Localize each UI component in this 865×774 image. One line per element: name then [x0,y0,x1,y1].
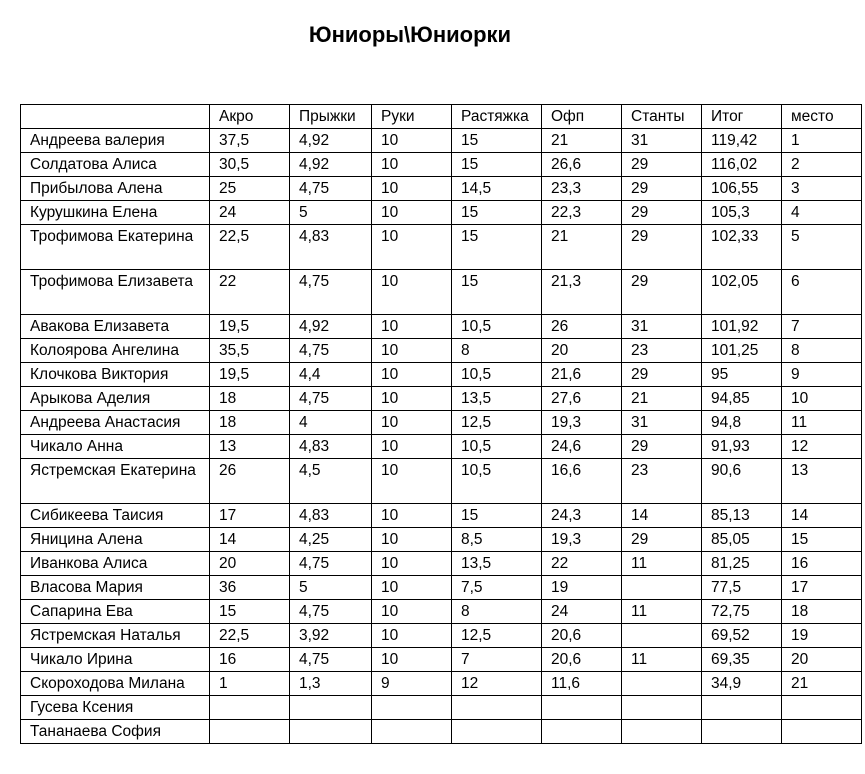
cell-jumps: 4,4 [290,363,372,387]
table-row [21,153,862,177]
cell-name: Чикало Анна [21,435,210,459]
cell-arms [372,696,452,720]
cell-akro: 22,5 [210,225,290,270]
cell-total [702,696,782,720]
cell-stretch: 8 [452,600,542,624]
cell-ofp: 20,6 [542,624,622,648]
column-header-ofp: Офп [542,105,622,129]
column-header-stretch: Растяжка [452,105,542,129]
cell-stretch: 13,5 [452,387,542,411]
cell-place: 13 [782,459,862,504]
cell-stunts: 31 [622,129,702,153]
cell-jumps: 4,83 [290,435,372,459]
cell-name: Яницина Алена [21,528,210,552]
cell-ofp [542,696,622,720]
cell-stunts: 29 [622,435,702,459]
table-row [21,339,862,363]
cell-stretch: 8 [452,339,542,363]
cell-total: 95 [702,363,782,387]
cell-ofp: 26,6 [542,153,622,177]
cell-stretch: 12,5 [452,624,542,648]
cell-stretch: 13,5 [452,552,542,576]
cell-ofp: 24,6 [542,435,622,459]
cell-ofp: 21,3 [542,270,622,315]
cell-akro: 18 [210,387,290,411]
cell-place [782,720,862,744]
cell-stretch: 14,5 [452,177,542,201]
cell-akro: 19,5 [210,315,290,339]
cell-arms: 10 [372,387,452,411]
cell-arms: 10 [372,624,452,648]
cell-akro: 36 [210,576,290,600]
cell-name: Чикало Ирина [21,648,210,672]
cell-arms: 10 [372,600,452,624]
cell-stretch: 7,5 [452,576,542,600]
cell-jumps: 4,25 [290,528,372,552]
cell-stretch: 10,5 [452,315,542,339]
cell-name: Ястремская Наталья [21,624,210,648]
cell-stunts: 23 [622,459,702,504]
cell-arms: 10 [372,552,452,576]
cell-akro: 19,5 [210,363,290,387]
cell-name: Ястремская Екатерина [21,459,210,504]
table-header-row [21,105,862,129]
cell-stunts: 11 [622,648,702,672]
cell-total: 102,33 [702,225,782,270]
cell-stretch: 10,5 [452,459,542,504]
cell-total: 81,25 [702,552,782,576]
cell-ofp: 22,3 [542,201,622,225]
cell-stunts [622,672,702,696]
cell-jumps: 5 [290,201,372,225]
cell-akro: 22,5 [210,624,290,648]
cell-place: 12 [782,435,862,459]
cell-place: 20 [782,648,862,672]
cell-stretch: 12,5 [452,411,542,435]
cell-akro: 26 [210,459,290,504]
cell-arms: 10 [372,504,452,528]
cell-jumps: 4,75 [290,648,372,672]
cell-total: 116,02 [702,153,782,177]
cell-name: Авакова Елизавета [21,315,210,339]
cell-jumps: 4,92 [290,129,372,153]
table-row [21,315,862,339]
cell-akro: 37,5 [210,129,290,153]
table-row [21,696,862,720]
table-row [21,177,862,201]
cell-ofp: 19,3 [542,411,622,435]
cell-place: 10 [782,387,862,411]
cell-stretch [452,720,542,744]
table-row [21,270,862,315]
cell-name: Клочкова Виктория [21,363,210,387]
cell-place: 19 [782,624,862,648]
cell-jumps: 4,5 [290,459,372,504]
cell-arms: 10 [372,201,452,225]
cell-name: Колоярова Ангелина [21,339,210,363]
cell-total: 106,55 [702,177,782,201]
cell-stunts: 21 [622,387,702,411]
cell-akro: 17 [210,504,290,528]
column-header-akro: Акро [210,105,290,129]
cell-arms: 10 [372,528,452,552]
cell-arms: 10 [372,225,452,270]
cell-place: 6 [782,270,862,315]
cell-ofp: 11,6 [542,672,622,696]
cell-arms: 9 [372,672,452,696]
cell-ofp: 24,3 [542,504,622,528]
cell-jumps [290,720,372,744]
column-header-jumps: Прыжки [290,105,372,129]
cell-stunts: 29 [622,177,702,201]
cell-total: 101,25 [702,339,782,363]
cell-total: 34,9 [702,672,782,696]
cell-total: 77,5 [702,576,782,600]
cell-ofp: 23,3 [542,177,622,201]
table-row [21,648,862,672]
cell-total: 102,05 [702,270,782,315]
cell-total: 85,05 [702,528,782,552]
cell-stunts: 14 [622,504,702,528]
cell-akro: 25 [210,177,290,201]
cell-ofp: 27,6 [542,387,622,411]
cell-jumps: 1,3 [290,672,372,696]
column-header-name [21,105,210,129]
cell-jumps: 4,75 [290,600,372,624]
cell-stunts: 29 [622,153,702,177]
cell-name: Власова Мария [21,576,210,600]
cell-ofp: 19 [542,576,622,600]
cell-name: Скороходова Милана [21,672,210,696]
cell-stretch: 7 [452,648,542,672]
cell-name: Сапарина Ева [21,600,210,624]
cell-jumps: 4,75 [290,177,372,201]
table-row [21,504,862,528]
cell-place: 7 [782,315,862,339]
cell-akro [210,720,290,744]
cell-place: 21 [782,672,862,696]
cell-arms: 10 [372,270,452,315]
table-row [21,129,862,153]
cell-stunts: 29 [622,363,702,387]
cell-ofp: 22 [542,552,622,576]
cell-jumps [290,696,372,720]
cell-total [702,720,782,744]
cell-jumps: 5 [290,576,372,600]
cell-arms: 10 [372,129,452,153]
cell-place: 1 [782,129,862,153]
cell-stunts: 29 [622,528,702,552]
cell-total: 94,85 [702,387,782,411]
cell-name: Курушкина Елена [21,201,210,225]
cell-akro: 22 [210,270,290,315]
cell-jumps: 4,92 [290,315,372,339]
cell-akro: 18 [210,411,290,435]
cell-stretch: 8,5 [452,528,542,552]
cell-name: Сибикеева Таисия [21,504,210,528]
cell-place: 4 [782,201,862,225]
cell-jumps: 4,75 [290,270,372,315]
cell-stunts [622,624,702,648]
column-header-place: место [782,105,862,129]
cell-jumps: 4,83 [290,225,372,270]
cell-stretch: 15 [452,225,542,270]
cell-name: Гусева Ксения [21,696,210,720]
cell-place: 15 [782,528,862,552]
cell-stunts: 29 [622,201,702,225]
cell-total: 69,35 [702,648,782,672]
table-row [21,528,862,552]
cell-arms: 10 [372,177,452,201]
cell-ofp: 19,3 [542,528,622,552]
cell-name: Андреева Анастасия [21,411,210,435]
cell-name: Иванкова Алиса [21,552,210,576]
results-table [20,104,862,744]
cell-total: 119,42 [702,129,782,153]
table-row [21,624,862,648]
cell-stunts: 29 [622,225,702,270]
cell-ofp: 16,6 [542,459,622,504]
column-header-arms: Руки [372,105,452,129]
cell-ofp: 20,6 [542,648,622,672]
cell-arms: 10 [372,339,452,363]
cell-place: 8 [782,339,862,363]
table-body [21,105,862,744]
cell-place: 17 [782,576,862,600]
cell-jumps: 4,75 [290,339,372,363]
cell-total: 101,92 [702,315,782,339]
cell-akro: 13 [210,435,290,459]
cell-stunts [622,696,702,720]
cell-place: 5 [782,225,862,270]
cell-arms: 10 [372,315,452,339]
cell-name: Трофимова Елизавета [21,270,210,315]
cell-place: 2 [782,153,862,177]
cell-name: Арыкова Аделия [21,387,210,411]
cell-stretch: 10,5 [452,363,542,387]
cell-stretch: 15 [452,504,542,528]
cell-ofp: 21 [542,129,622,153]
cell-stretch: 10,5 [452,435,542,459]
cell-stretch [452,696,542,720]
cell-stretch: 15 [452,201,542,225]
cell-name: Прибылова Алена [21,177,210,201]
cell-ofp: 21 [542,225,622,270]
cell-akro: 20 [210,552,290,576]
table-row [21,411,862,435]
cell-place: 9 [782,363,862,387]
table-row [21,720,862,744]
cell-ofp: 26 [542,315,622,339]
cell-ofp: 24 [542,600,622,624]
cell-arms: 10 [372,363,452,387]
cell-total: 72,75 [702,600,782,624]
cell-akro: 15 [210,600,290,624]
cell-place: 14 [782,504,862,528]
cell-name: Трофимова Екатерина [21,225,210,270]
cell-name: Андреева валерия [21,129,210,153]
cell-arms: 10 [372,459,452,504]
table-row [21,387,862,411]
cell-ofp: 21,6 [542,363,622,387]
cell-arms: 10 [372,411,452,435]
cell-arms: 10 [372,435,452,459]
cell-arms: 10 [372,153,452,177]
cell-stunts [622,720,702,744]
page-title: Юниоры\Юниорки [308,22,512,47]
cell-total: 69,52 [702,624,782,648]
cell-arms: 10 [372,648,452,672]
cell-place: 16 [782,552,862,576]
cell-total: 85,13 [702,504,782,528]
cell-stretch: 15 [452,270,542,315]
cell-total: 94,8 [702,411,782,435]
cell-total: 91,93 [702,435,782,459]
cell-akro: 16 [210,648,290,672]
cell-stunts: 11 [622,552,702,576]
cell-akro [210,696,290,720]
cell-akro: 14 [210,528,290,552]
table-row [21,201,862,225]
table-row [21,576,862,600]
cell-arms: 10 [372,576,452,600]
cell-stunts: 31 [622,315,702,339]
cell-place [782,696,862,720]
cell-jumps: 4,92 [290,153,372,177]
cell-jumps: 3,92 [290,624,372,648]
cell-arms [372,720,452,744]
table-row [21,363,862,387]
cell-akro: 1 [210,672,290,696]
table-row [21,225,862,270]
cell-total: 105,3 [702,201,782,225]
cell-stretch: 15 [452,129,542,153]
cell-ofp: 20 [542,339,622,363]
cell-akro: 24 [210,201,290,225]
cell-name: Тананаева София [21,720,210,744]
cell-stunts: 29 [622,270,702,315]
cell-jumps: 4 [290,411,372,435]
cell-total: 90,6 [702,459,782,504]
cell-akro: 35,5 [210,339,290,363]
column-header-total: Итог [702,105,782,129]
cell-akro: 30,5 [210,153,290,177]
cell-stunts [622,576,702,600]
cell-jumps: 4,75 [290,552,372,576]
cell-name: Солдатова Алиса [21,153,210,177]
cell-stretch: 12 [452,672,542,696]
cell-stunts: 11 [622,600,702,624]
table-row [21,600,862,624]
table-row [21,672,862,696]
cell-place: 3 [782,177,862,201]
cell-place: 18 [782,600,862,624]
cell-jumps: 4,83 [290,504,372,528]
cell-stunts: 23 [622,339,702,363]
cell-place: 11 [782,411,862,435]
cell-jumps: 4,75 [290,387,372,411]
table-row [21,435,862,459]
table-row [21,552,862,576]
table-row [21,459,862,504]
cell-ofp [542,720,622,744]
cell-stunts: 31 [622,411,702,435]
cell-stretch: 15 [452,153,542,177]
column-header-stunts: Станты [622,105,702,129]
